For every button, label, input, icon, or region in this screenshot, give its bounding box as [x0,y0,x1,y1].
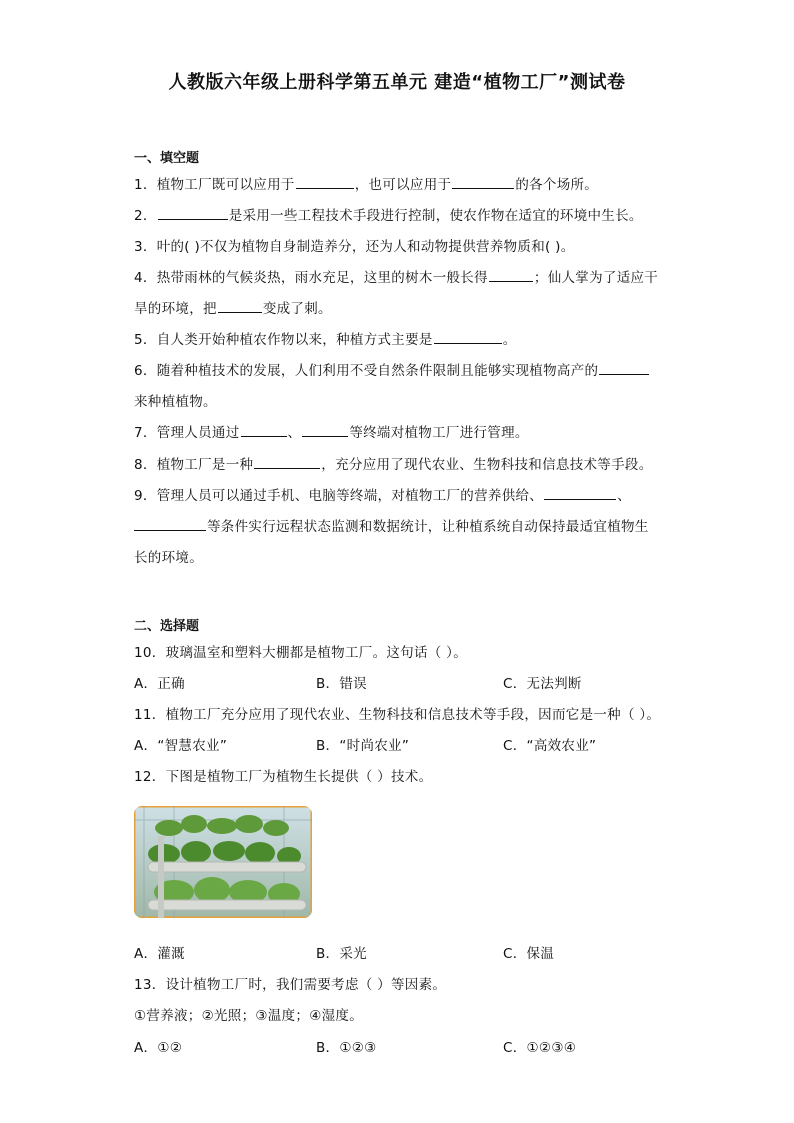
q12-option-c[interactable]: C．保温 [503,946,555,962]
q1-text-a: 1．植物工厂既可以应用于 [134,177,295,193]
question-6-line1 [134,359,650,379]
answer-blank[interactable] [218,300,262,313]
answer-blank[interactable] [489,269,533,282]
question-4-line1 [134,266,658,286]
q10-option-c[interactable]: C．无法判断 [503,676,582,692]
q7-text-a: 7．管理人员通过 [134,425,240,441]
question-11-stem: 11．植物工厂充分应用了现代农业、生物科技和信息技术等手段，因而它是一种（ ）。 [134,707,661,723]
q6-text-a: 6．随着种植技术的发展，人们利用不受自然条件限制且能够实现植物高产的 [134,363,599,379]
answer-blank[interactable] [134,518,206,531]
q7-text-b: 、 [287,425,302,441]
q5-text-b: 。 [502,332,517,348]
page-title: 人教版六年级上册科学第五单元 建造“植物工厂”测试卷 [168,72,626,93]
q7-text-c: 等终端对植物工厂进行管理。 [349,425,529,441]
question-13-stem: 13．设计植物工厂时，我们需要考虑（ ）等因素。 [134,977,447,993]
answer-blank[interactable] [302,424,348,437]
question-9-line2 [134,515,649,535]
answer-blank[interactable] [296,176,354,189]
question-5 [134,328,517,348]
q2-text-a: 2． [134,208,157,224]
q11-option-a[interactable]: A．“智慧农业” [134,738,228,754]
q4-text-b: ；仙人掌为了适应干 [533,270,659,286]
q13-option-b[interactable]: B．①②③ [316,1040,377,1056]
q13-factors-list: ①营养液；②光照；③温度；④湿度。 [134,1008,364,1024]
q11-option-b[interactable]: B．“时尚农业” [316,738,410,754]
q8-text-a: 8．植物工厂是一种 [134,457,254,473]
question-1 [134,173,598,193]
plant-factory-photo [134,806,312,918]
q2-text-b: 是采用一些工程技术手段进行控制，使农作物在适宜的环境中生长。 [228,208,643,224]
q5-text-a: 5．自人类开始种植农作物以来，种植方式主要是 [134,332,433,348]
question-9-line1 [134,484,631,504]
question-9-line3: 长的环境。 [134,550,203,566]
q13-option-a[interactable]: A．①② [134,1040,183,1056]
answer-blank[interactable] [158,207,228,220]
q9-text-c: 等条件实行远程状态监测和数据统计，让种植系统自动保持最适宜植物生 [207,519,649,535]
q9-text-a: 9．管理人员可以通过手机、电脑等终端，对植物工厂的营养供给、 [134,488,544,504]
answer-blank[interactable] [241,424,287,437]
q8-text-b: ，充分应用了现代农业、生物科技和信息技术等手段。 [321,457,653,473]
question-7 [134,421,529,441]
answer-blank[interactable] [544,487,616,500]
question-4-line2 [134,297,332,317]
question-3: 3．叶的( )不仅为植物自身制造养分，还为人和动物提供营养物质和( )。 [134,239,575,255]
q10-option-a[interactable]: A．正确 [134,676,185,692]
q4-text-c: 旱的环境，把 [134,301,217,317]
q12-option-a[interactable]: A．灌溉 [134,946,185,962]
question-6-line2: 来种植植物。 [134,394,217,410]
q12-option-b[interactable]: B．采光 [316,946,367,962]
q11-option-c[interactable]: C．“高效农业” [503,738,597,754]
section-heading-multiple-choice: 二、选择题 [134,619,200,634]
q9-text-b: 、 [617,488,631,504]
q4-text-a: 4．热带雨林的气候炎热，雨水充足，这里的树木一般长得 [134,270,488,286]
q1-text-c: 的各个场所。 [515,177,599,193]
answer-blank[interactable] [254,456,320,469]
answer-blank[interactable] [452,176,514,189]
question-2 [134,204,643,224]
q10-option-b[interactable]: B．错误 [316,676,367,692]
section-heading-fill-blank: 一、填空题 [134,151,200,166]
question-10-stem: 10．玻璃温室和塑料大棚都是植物工厂。这句话（ ）。 [134,645,468,661]
question-12-stem: 12．下图是植物工厂为植物生长提供（ ）技术。 [134,769,433,785]
q1-text-b: ，也可以应用于 [354,177,452,193]
q4-text-d: 变成了刺。 [262,301,332,317]
question-8 [134,453,653,473]
answer-blank[interactable] [599,362,649,375]
q13-option-c[interactable]: C．①②③④ [503,1040,577,1056]
answer-blank[interactable] [434,331,502,344]
